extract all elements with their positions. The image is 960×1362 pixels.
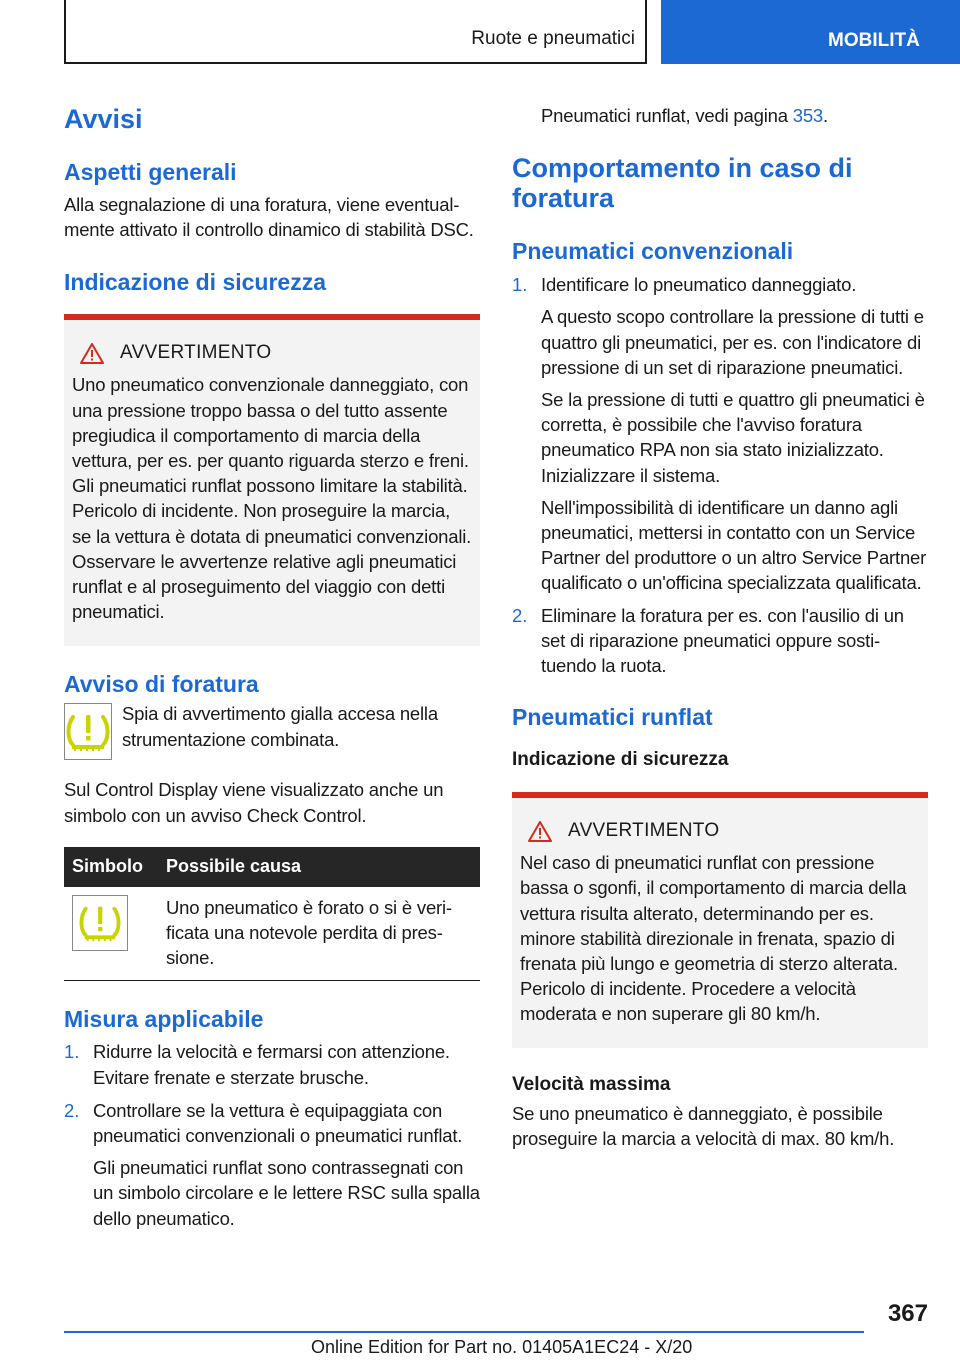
- list-item-subtext: Nell'impossibilità di identificare un danno agli pneumatici, mettersi in contatto con un Service Partner del produttore o un altro Service Partner qualificato o un'officina specializzata qualificata.: [541, 496, 927, 594]
- list-item-text: Identificare lo pneumatico danneggiato.: [541, 274, 857, 296]
- warning-triangle-icon: [528, 821, 552, 842]
- list-item-number: 2.: [512, 604, 528, 626]
- table-cell-symbol: [64, 887, 158, 981]
- runflat-page-link[interactable]: 353: [792, 105, 824, 126]
- warning-light-text: Spia di avvertimento gialla accesa nella strumentazione combinata.: [122, 703, 438, 750]
- table-header-simbolo: Simbolo: [64, 847, 158, 887]
- list-item-text: Controllare se la vettura è equipaggiata con pneumatici convenzionali o pneumatici runflat.: [93, 1099, 463, 1147]
- heading-indicazione-sicurezza-runflat: Indicazione di sicurezza: [512, 749, 729, 771]
- list-item-text: Ridurre la velocità e fermarsi con attenzione. Evitare frenate e sterzate brusche.: [93, 1041, 450, 1088]
- warning-light-row: [64, 701, 480, 760]
- list-item: [64, 1098, 480, 1231]
- warning-triangle-icon: [80, 343, 104, 364]
- list-item: [512, 272, 928, 595]
- warning-title: AVVERTIMENTO: [568, 820, 720, 842]
- paragraph-velocita: Se uno pneumatico è danneggiato, è possibile proseguire la marcia a velocità di max. 80 km/h.: [512, 1103, 895, 1150]
- warning-title: AVVERTIMENTO: [120, 342, 272, 364]
- warning-header: [72, 342, 472, 364]
- table-row: [64, 887, 480, 981]
- chapter-tab-label: MOBILITÀ: [828, 30, 920, 51]
- heading-indicazione-sicurezza: Indicazione di sicurezza: [64, 269, 327, 296]
- symbol-table: [64, 847, 480, 982]
- tyre-pressure-warning-icon: [64, 703, 112, 760]
- paragraph-control-display: Sul Control Display viene visualizzato anche un simbolo con un avviso Check Control.: [64, 779, 444, 826]
- warning-text: Nel caso di pneumatici runflat con pressione bassa o sgonfi, il comportamento di marcia della vettura risulta alterato, determinando per es. minore stabilità direzionale in frenata, spazio di frenata più lungo e geometria di sterzo alterata. Pericolo di incidente. Procedere a velocità moderata e non superare gli 80 km/h.: [520, 852, 907, 1025]
- list-item-subtext: Gli pneumatici runflat sono contrassegnati con un simbolo circolare e le lettere RSC sulla spalla dello pneumatico.: [93, 1157, 480, 1229]
- section-title: Ruote e pneumatici: [471, 28, 635, 49]
- list-item-subtext: Se la pressione di tutti e quattro gli pneumatici è corretta, è possibile che l'avviso foratura pneumatico RPA non sia stato inizializzato. Inizializzare il sistema.: [541, 389, 925, 486]
- heading-avvisi: Avvisi: [64, 104, 143, 134]
- page-number: 367: [887, 1300, 928, 1327]
- table-header-causa: Possibile causa: [158, 847, 480, 887]
- warning-text: Uno pneumatico convenzionale danneggiato, con una pressione troppo bassa o del tutto assente pregiudica il comportamento di marcia della vettura, per es. per quanto riguarda sterzo e freni. Gli pneumatici runflat possono limitare la stabilità. Pericolo di incidente. Non proseguire la marcia, se la vettura è dotata di pneumatici convenzionali. Osservare le avvertenze relative agli pneumatici runflat e al proseguimento del viaggio con detti pneumatici.: [72, 374, 472, 623]
- header-section-box: [64, 0, 647, 64]
- list-item: [512, 603, 928, 679]
- heading-comportamento-foratura: Comportamento in caso di foratura: [512, 153, 853, 214]
- heading-pneumatici-convenzionali: Pneumatici convenzionali: [512, 238, 794, 265]
- warning-box: [64, 314, 480, 646]
- list-item-text: Eliminare la foratura per es. con l'ausilio di un set di riparazione pneumatici oppure sostituendo la ruota.: [541, 604, 904, 677]
- heading-aspetti-generali: Aspetti generali: [64, 159, 237, 185]
- heading-misura-applicabile: Misura applicabile: [64, 1006, 264, 1033]
- table-cell-causa: Uno pneumatico è forato o si è verificata una notevole perdita di pressione.: [158, 887, 480, 981]
- misura-list: [64, 1039, 480, 1230]
- list-item-number: 2.: [64, 1099, 80, 1121]
- right-column: [512, 100, 928, 1152]
- left-column: [64, 100, 480, 1231]
- runflat-reference-suffix: .: [823, 105, 828, 126]
- list-item-number: 1.: [64, 1041, 80, 1063]
- list-item-subtext: A questo scopo controllare la pressione di tutti e quattro gli pneumatici, per es. con l'indicatore di pressione di un set di riparazione pneumatici.: [541, 306, 924, 378]
- warning-box: [512, 792, 928, 1048]
- tyre-pressure-symbol-icon: [72, 895, 128, 951]
- footer-edition: Online Edition for Part no. 01405A1EC24 - X/20: [311, 1337, 693, 1357]
- warning-header: [520, 820, 920, 842]
- convenzionali-list: [512, 272, 928, 678]
- paragraph-aspetti: Alla segnalazione di una foratura, viene eventualmente attivato il controllo dinamico di stabilità DSC.: [64, 194, 474, 241]
- chapter-tab[interactable]: [661, 0, 960, 64]
- runflat-reference-text: Pneumatici runflat, vedi pagina: [541, 105, 793, 126]
- heading-velocita-massima: Velocità massima: [512, 1074, 671, 1096]
- heading-pneumatici-runflat: Pneumatici runflat: [512, 704, 713, 731]
- footer-divider: [64, 1331, 864, 1333]
- list-item-number: 1.: [512, 274, 528, 296]
- runflat-reference: [512, 103, 928, 128]
- table-header-row: [64, 847, 480, 887]
- list-item: [64, 1039, 480, 1089]
- heading-avviso-foratura: Avviso di foratura: [64, 671, 259, 698]
